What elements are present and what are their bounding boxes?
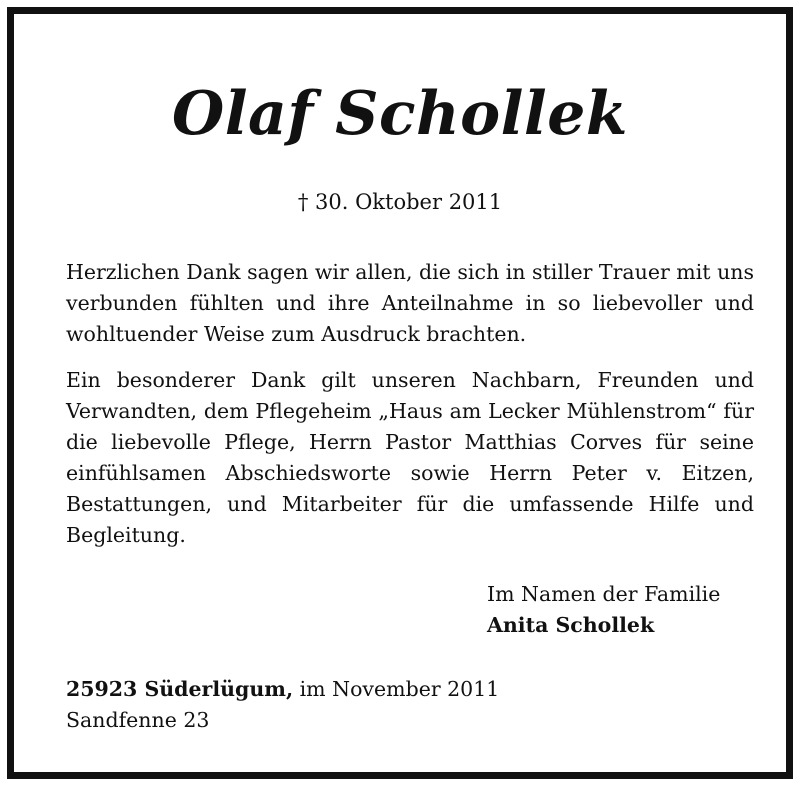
signature-name: Anita Schollek — [487, 613, 655, 637]
address-date: im November 2011 — [293, 677, 500, 701]
special-thanks-paragraph: Ein besonderer Dank gilt unseren Nachbarn, Freunden und Verwandten, dem Pflegeheim „Haus am Lecker Mühlenstrom“ für die liebevolle Pflege, Herrn Pastor Matthias Corves für seine einfühlsamen Abschiedsworte sowie Herrn Peter v. Eitzen, Bestattungen, und Mitarbeiter für die umfassende Hilfe und Begleitung. — [66, 368, 754, 547]
signature-block — [487, 579, 720, 641]
address-line — [66, 674, 499, 705]
address-street: Sandfenne 23 — [66, 708, 210, 732]
death-date: † 30. Oktober 2011 — [297, 190, 503, 214]
deceased-name: Olaf Schollek — [172, 79, 628, 149]
address-block — [66, 674, 499, 736]
thanks-paragraph: Herzlichen Dank sagen wir allen, die sich in stiller Trauer mit uns verbunden fühlten und ihre Anteilnahme in so liebevoller und wohltuender Weise zum Ausdruck brachten. — [66, 260, 754, 346]
obituary-frame — [7, 7, 793, 779]
signature-intro: Im Namen der Familie — [487, 582, 721, 606]
address-place: 25923 Süderlügum, — [66, 677, 294, 701]
